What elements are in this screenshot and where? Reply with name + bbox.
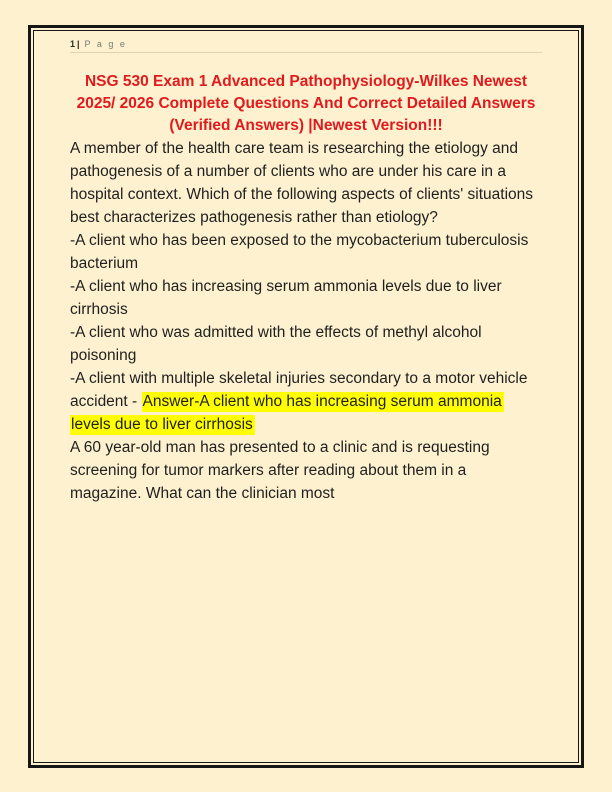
- answer-highlight: Answer-A client who has increasing serum ammonia levels due to liver cirrhosis: [71, 393, 502, 433]
- page-number: 1: [70, 39, 77, 49]
- page-header: [70, 39, 542, 49]
- question1-option-1: -A client who has been exposed to the mycobacterium tuberculosis bacterium: [70, 232, 529, 272]
- question1-option-4-text: -A client with multiple skeletal injuries secondary to a motor vehicle accident -: [70, 370, 528, 410]
- page-header-separator: |: [77, 39, 82, 49]
- document-title: NSG 530 Exam 1 Advanced Pathophysiology-Wilkes Newest 2025/ 2026 Complete Questions And Correct Detailed Answers (Verified Answers) |Newest Version!!!: [76, 73, 536, 134]
- page-header-label: P a g e: [84, 39, 127, 49]
- question1-option-4-with-answer: [70, 367, 542, 436]
- question1-stem: A member of the health care team is researching the etiology and pathogenesis of a number of clients who are under his care in a hospital context. Which of the following aspects of clients' situations best characterizes pathogenesis rather than etiology?: [70, 140, 534, 226]
- question1-option-3: -A client who was admitted with the effects of methyl alcohol poisoning: [70, 324, 482, 364]
- question2-stem: A 60 year-old man has presented to a clinic and is requesting screening for tumor markers after reading about them in a magazine. What can the clinician most: [70, 439, 490, 502]
- question1-option-2: -A client who has increasing serum ammonia levels due to liver cirrhosis: [70, 278, 502, 318]
- header-divider: [70, 52, 542, 53]
- page-border-inner: [33, 30, 579, 763]
- page-border-outer: [28, 25, 584, 768]
